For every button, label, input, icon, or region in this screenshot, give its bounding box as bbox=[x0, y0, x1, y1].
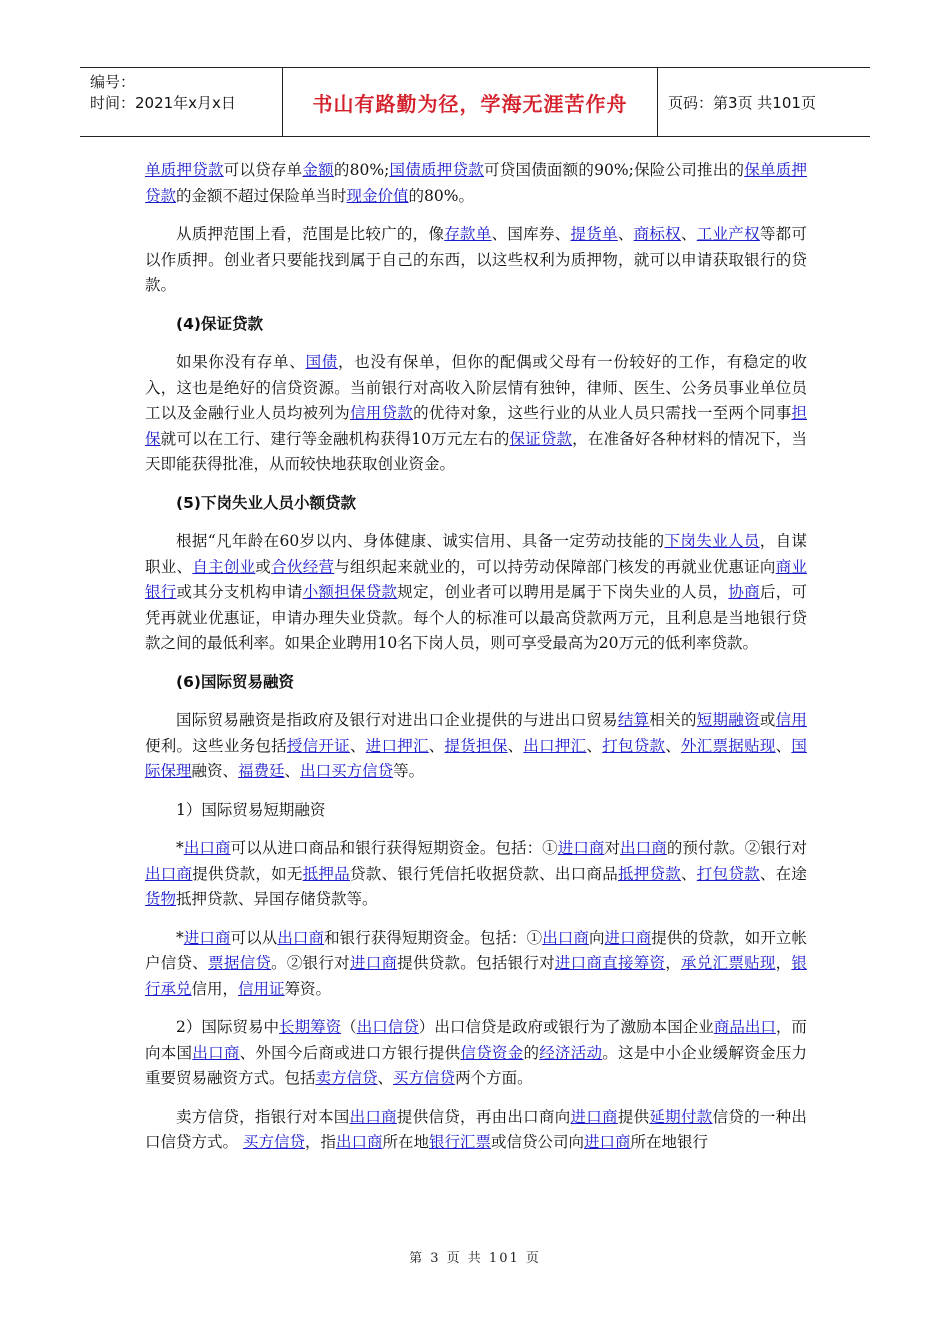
text-run: ， bbox=[775, 954, 792, 972]
text-run: 等都可以作质押。创业者只要能找到属于自己的东西，以这些权利为质押物，就可以申请获取银行的贷款。 bbox=[145, 225, 807, 294]
text-run: 的80%; bbox=[333, 161, 390, 179]
text-run: 、外国今后商或进口方银行提供 bbox=[239, 1043, 461, 1062]
hyperlink[interactable]: 打包贷款 bbox=[696, 864, 760, 883]
text-run: 或其分支机构申请 bbox=[176, 583, 303, 601]
hyperlink[interactable]: 抵押品 bbox=[302, 864, 350, 883]
hyperlink[interactable]: 出口押汇 bbox=[523, 736, 587, 755]
hyperlink[interactable]: 结算 bbox=[617, 711, 650, 729]
hyperlink[interactable]: 进口商 bbox=[557, 839, 605, 857]
paragraph bbox=[145, 350, 807, 478]
text-run: ，也没有保单，但你的配偶或父母有一份较好的工作，有稳定的收入，这也是绝好的信贷资源。当前银行对高收入阶层情有独钟，律师、医生、公务员事业单位员工以及金融行业人员均被列为 bbox=[145, 353, 807, 422]
text-run: * bbox=[176, 928, 184, 947]
text-run: 、 bbox=[586, 736, 603, 755]
text-run: 提供 bbox=[617, 1107, 650, 1126]
text-run: 从质押范围上看，范围是比较广的，像 bbox=[176, 225, 445, 243]
hyperlink[interactable]: 卖方信贷 bbox=[315, 1069, 378, 1087]
text-run: 所在地银行 bbox=[630, 1133, 709, 1151]
text-run: 或 bbox=[255, 557, 272, 576]
hyperlink[interactable]: 存款单 bbox=[444, 225, 492, 243]
text-run: 或信贷公司向 bbox=[491, 1133, 585, 1151]
text-run: 、 bbox=[617, 225, 634, 243]
text-run: 、 bbox=[349, 736, 366, 755]
hyperlink[interactable]: 现金价值 bbox=[346, 186, 409, 205]
hyperlink[interactable]: 短期融资 bbox=[696, 711, 760, 729]
text-run: 抵押贷款、异国存储贷款等。 bbox=[176, 890, 378, 908]
hyperlink[interactable]: 信贷资金 bbox=[460, 1043, 524, 1062]
text-run: 和银行获得短期资金。包括：① bbox=[324, 928, 543, 947]
hyperlink[interactable]: 福费廷 bbox=[238, 762, 285, 780]
hyperlink[interactable]: 工业产权 bbox=[696, 225, 760, 243]
paragraph bbox=[145, 798, 807, 824]
hyperlink[interactable]: 出口商 bbox=[145, 864, 193, 883]
hyperlink[interactable]: 抵押贷款 bbox=[617, 864, 682, 883]
text-run: 提供贷款。包括银行对 bbox=[397, 954, 555, 972]
hyperlink[interactable]: 商标权 bbox=[633, 225, 681, 243]
text-run: ，而向本国 bbox=[145, 1018, 807, 1062]
hyperlink[interactable]: 商品出口 bbox=[713, 1018, 776, 1036]
hyperlink[interactable]: 出口商 bbox=[277, 928, 325, 947]
text-run: 、 bbox=[681, 864, 697, 883]
hyperlink[interactable]: 国债质押贷款 bbox=[389, 161, 484, 179]
page-footer: 第 3 页 共 101 页 bbox=[409, 1251, 541, 1266]
hyperlink[interactable]: 进口商 bbox=[604, 928, 652, 947]
hyperlink[interactable]: 商业银行 bbox=[145, 557, 807, 601]
text-run: 可以贷存单 bbox=[223, 161, 303, 179]
text-run: ，在准备好各种材料的情况下，当天即能获得批准，从而较快地获取创业资金。 bbox=[145, 429, 807, 473]
hyperlink[interactable]: 出口商 bbox=[542, 928, 589, 947]
text-run: 。这是中小企业缓解资金压力重要贸易融资方式。包括 bbox=[145, 1043, 807, 1087]
paragraph bbox=[145, 1015, 807, 1092]
text-run: 与组织起来就业的，可以持劳动保障部门核发的再就业优惠证向 bbox=[334, 557, 776, 576]
hyperlink[interactable]: 长期筹资 bbox=[279, 1018, 342, 1036]
hyperlink[interactable]: 货物 bbox=[145, 890, 177, 908]
text-run: 或 bbox=[759, 711, 776, 729]
hyperlink[interactable]: 出口商 bbox=[349, 1107, 397, 1126]
text-run: 向 bbox=[588, 928, 605, 947]
text-run: 相关的 bbox=[649, 711, 697, 729]
hyperlink[interactable]: 外汇票据贴现 bbox=[681, 736, 776, 755]
text-run: 便利。这些业务包括 bbox=[145, 736, 287, 755]
text-run: (6)国际贸易融资 bbox=[176, 672, 294, 691]
text-run: ，自谋职业、 bbox=[145, 532, 807, 576]
text-run: 就可以在工行、建行等金融机构获得10万元左右的 bbox=[160, 429, 510, 448]
hyperlink[interactable]: 进口商 bbox=[349, 954, 398, 972]
text-run: (4)保证贷款 bbox=[176, 314, 263, 333]
hyperlink[interactable]: 信用证 bbox=[238, 979, 285, 998]
hyperlink[interactable]: 出口商 bbox=[192, 1043, 240, 1062]
hyperlink[interactable]: 出口信贷 bbox=[356, 1018, 419, 1036]
text-run: 、国库券、 bbox=[491, 225, 571, 243]
hyperlink[interactable]: 打包贷款 bbox=[602, 736, 666, 755]
text-run: ， bbox=[665, 954, 682, 972]
paragraph bbox=[145, 529, 807, 657]
hyperlink[interactable]: 下岗失业人员 bbox=[664, 532, 760, 550]
text-run: 、 bbox=[680, 225, 697, 243]
text-run: 可贷国债面额的90%;保险公司推出的 bbox=[483, 161, 745, 179]
hyperlink[interactable]: 经济活动 bbox=[539, 1043, 603, 1062]
hyperlink[interactable]: 合伙经营 bbox=[271, 557, 335, 576]
text-run: 所在地 bbox=[382, 1133, 429, 1151]
hyperlink[interactable]: 银行承兑 bbox=[145, 954, 807, 998]
hyperlink[interactable]: 担保 bbox=[145, 404, 807, 448]
hyperlink[interactable]: 出口买方信贷 bbox=[300, 762, 394, 780]
text-run: 信用， bbox=[191, 979, 239, 998]
text-run: 两个方面。 bbox=[455, 1069, 533, 1087]
text-run: 提供信贷，再由出口商向 bbox=[396, 1107, 571, 1126]
hyperlink[interactable]: 延期付款 bbox=[649, 1107, 713, 1126]
section-heading bbox=[145, 670, 807, 696]
page-header bbox=[80, 67, 870, 137]
hyperlink[interactable]: 保证贷款 bbox=[509, 429, 573, 448]
text-run: 、 bbox=[665, 736, 682, 755]
hyperlink[interactable]: 保单质押贷款 bbox=[145, 161, 807, 205]
text-run: 、 bbox=[284, 762, 301, 780]
text-run: （ bbox=[341, 1018, 357, 1036]
text-run: 1）国际贸易短期融资 bbox=[176, 800, 326, 819]
paragraph bbox=[145, 158, 807, 209]
text-run: 提供的贷款，如开立帐户信贷、 bbox=[145, 928, 807, 972]
hyperlink[interactable]: 国债 bbox=[305, 353, 338, 371]
header-time: 时间：2021年x月x日 bbox=[90, 94, 236, 112]
text-run: 信贷的一种出口信贷方式。 bbox=[145, 1107, 807, 1151]
paragraph bbox=[145, 708, 807, 785]
text-run: 的 bbox=[523, 1043, 540, 1062]
text-run: 。②银行对 bbox=[271, 954, 350, 972]
hyperlink[interactable]: 进口押汇 bbox=[365, 736, 429, 755]
header-motto: 书山有路勤为径，学海无涯苦作舟 bbox=[283, 68, 658, 136]
text-run: 后，可凭再就业优惠证，申请办理失业贷款。每个人的标准可以最高贷款两万元，且利息是当地银行贷款之间的最低利率。如果企业聘用10名下岗人员，则可享受最高为20万元的低利率贷款。 bbox=[145, 583, 807, 652]
hyperlink[interactable]: 信用 bbox=[775, 711, 807, 729]
text-run: 可以从进口商品和银行获得短期资金。包括：① bbox=[230, 839, 558, 857]
paragraph bbox=[145, 222, 807, 299]
header-number: 编号： bbox=[90, 73, 136, 91]
text-run: 融资、 bbox=[191, 762, 239, 780]
section-heading bbox=[145, 491, 807, 517]
hyperlink[interactable]: 买方信贷 bbox=[242, 1133, 305, 1151]
text-run: 贷款、银行凭信托收据贷款、出口商品 bbox=[349, 864, 618, 883]
paragraph bbox=[145, 1105, 807, 1156]
text-run: 、 bbox=[377, 1069, 394, 1087]
hyperlink[interactable]: 买方信贷 bbox=[393, 1069, 456, 1087]
text-run: 、 bbox=[775, 736, 792, 755]
text-run: 、在途 bbox=[759, 864, 807, 883]
document-body bbox=[145, 158, 807, 1169]
text-run: 的金额不超过保险单当时 bbox=[176, 186, 347, 205]
hyperlink[interactable]: 票据信贷 bbox=[208, 954, 272, 972]
hyperlink[interactable]: 出口商 bbox=[183, 839, 231, 857]
text-run: 规定，创业者可以聘用是属于下岗失业的人员， bbox=[397, 583, 729, 601]
hyperlink[interactable]: 小额担保贷款 bbox=[302, 583, 398, 601]
text-run: 2）国际贸易中 bbox=[176, 1018, 280, 1036]
section-heading bbox=[145, 312, 807, 338]
hyperlink[interactable]: 授信开证 bbox=[286, 736, 350, 755]
text-run: 的80%。 bbox=[408, 186, 474, 205]
text-run: 的优待对象，这些行业的从业人员只需找一至两个同事 bbox=[413, 404, 792, 422]
hyperlink[interactable]: 单质押贷款 bbox=[145, 161, 224, 179]
hyperlink[interactable]: 自主创业 bbox=[192, 557, 256, 576]
hyperlink[interactable]: 承兑汇票贴现 bbox=[681, 954, 776, 972]
hyperlink[interactable]: 提货单 bbox=[570, 225, 618, 243]
hyperlink[interactable]: 国际保理 bbox=[145, 736, 807, 780]
hyperlink[interactable]: 出口商 bbox=[335, 1133, 383, 1151]
text-run: * bbox=[176, 839, 184, 857]
text-run: 卖方信贷，指银行对本国 bbox=[176, 1107, 350, 1126]
paragraph bbox=[145, 926, 807, 1003]
hyperlink[interactable]: 出口商 bbox=[620, 839, 667, 857]
hyperlink[interactable]: 进口商 bbox=[584, 1133, 631, 1151]
text-run: 对 bbox=[604, 839, 621, 857]
text-run: 可以从 bbox=[230, 928, 278, 947]
paragraph bbox=[145, 836, 807, 913]
hyperlink[interactable]: 银行汇票 bbox=[429, 1133, 492, 1151]
text-run: ）出口信贷是政府或银行为了激励本国企业 bbox=[418, 1018, 714, 1036]
text-run: 等。 bbox=[393, 762, 425, 780]
hyperlink[interactable]: 进口商 bbox=[183, 928, 231, 947]
hyperlink[interactable]: 进口商直接筹资 bbox=[554, 954, 666, 972]
header-meta bbox=[80, 68, 283, 136]
text-run: 的预付款。②银行对 bbox=[666, 839, 807, 857]
text-run: (5)下岗失业人员小额贷款 bbox=[176, 493, 356, 512]
hyperlink[interactable]: 协商 bbox=[728, 583, 760, 601]
text-run: 根据“凡年龄在60岁以内、身体健康、诚实信用、具备一定劳动技能的 bbox=[176, 532, 665, 550]
header-page-number: 页码：第3页 共101页 bbox=[668, 93, 816, 112]
text-run: ，指 bbox=[304, 1133, 336, 1151]
text-run: 筹资。 bbox=[284, 979, 332, 998]
text-run: 、 bbox=[428, 736, 445, 755]
hyperlink[interactable]: 信用贷款 bbox=[349, 404, 414, 422]
text-run: 提供贷款，如无 bbox=[192, 864, 303, 883]
text-run: 、 bbox=[507, 736, 524, 755]
text-run: 国际贸易融资是指政府及银行对进出口企业提供的与进出口贸易 bbox=[176, 711, 618, 729]
hyperlink[interactable]: 进口商 bbox=[570, 1107, 618, 1126]
hyperlink[interactable]: 提货担保 bbox=[444, 736, 508, 755]
text-run: 如果你没有存单、 bbox=[176, 353, 306, 371]
hyperlink[interactable]: 金额 bbox=[302, 161, 334, 179]
